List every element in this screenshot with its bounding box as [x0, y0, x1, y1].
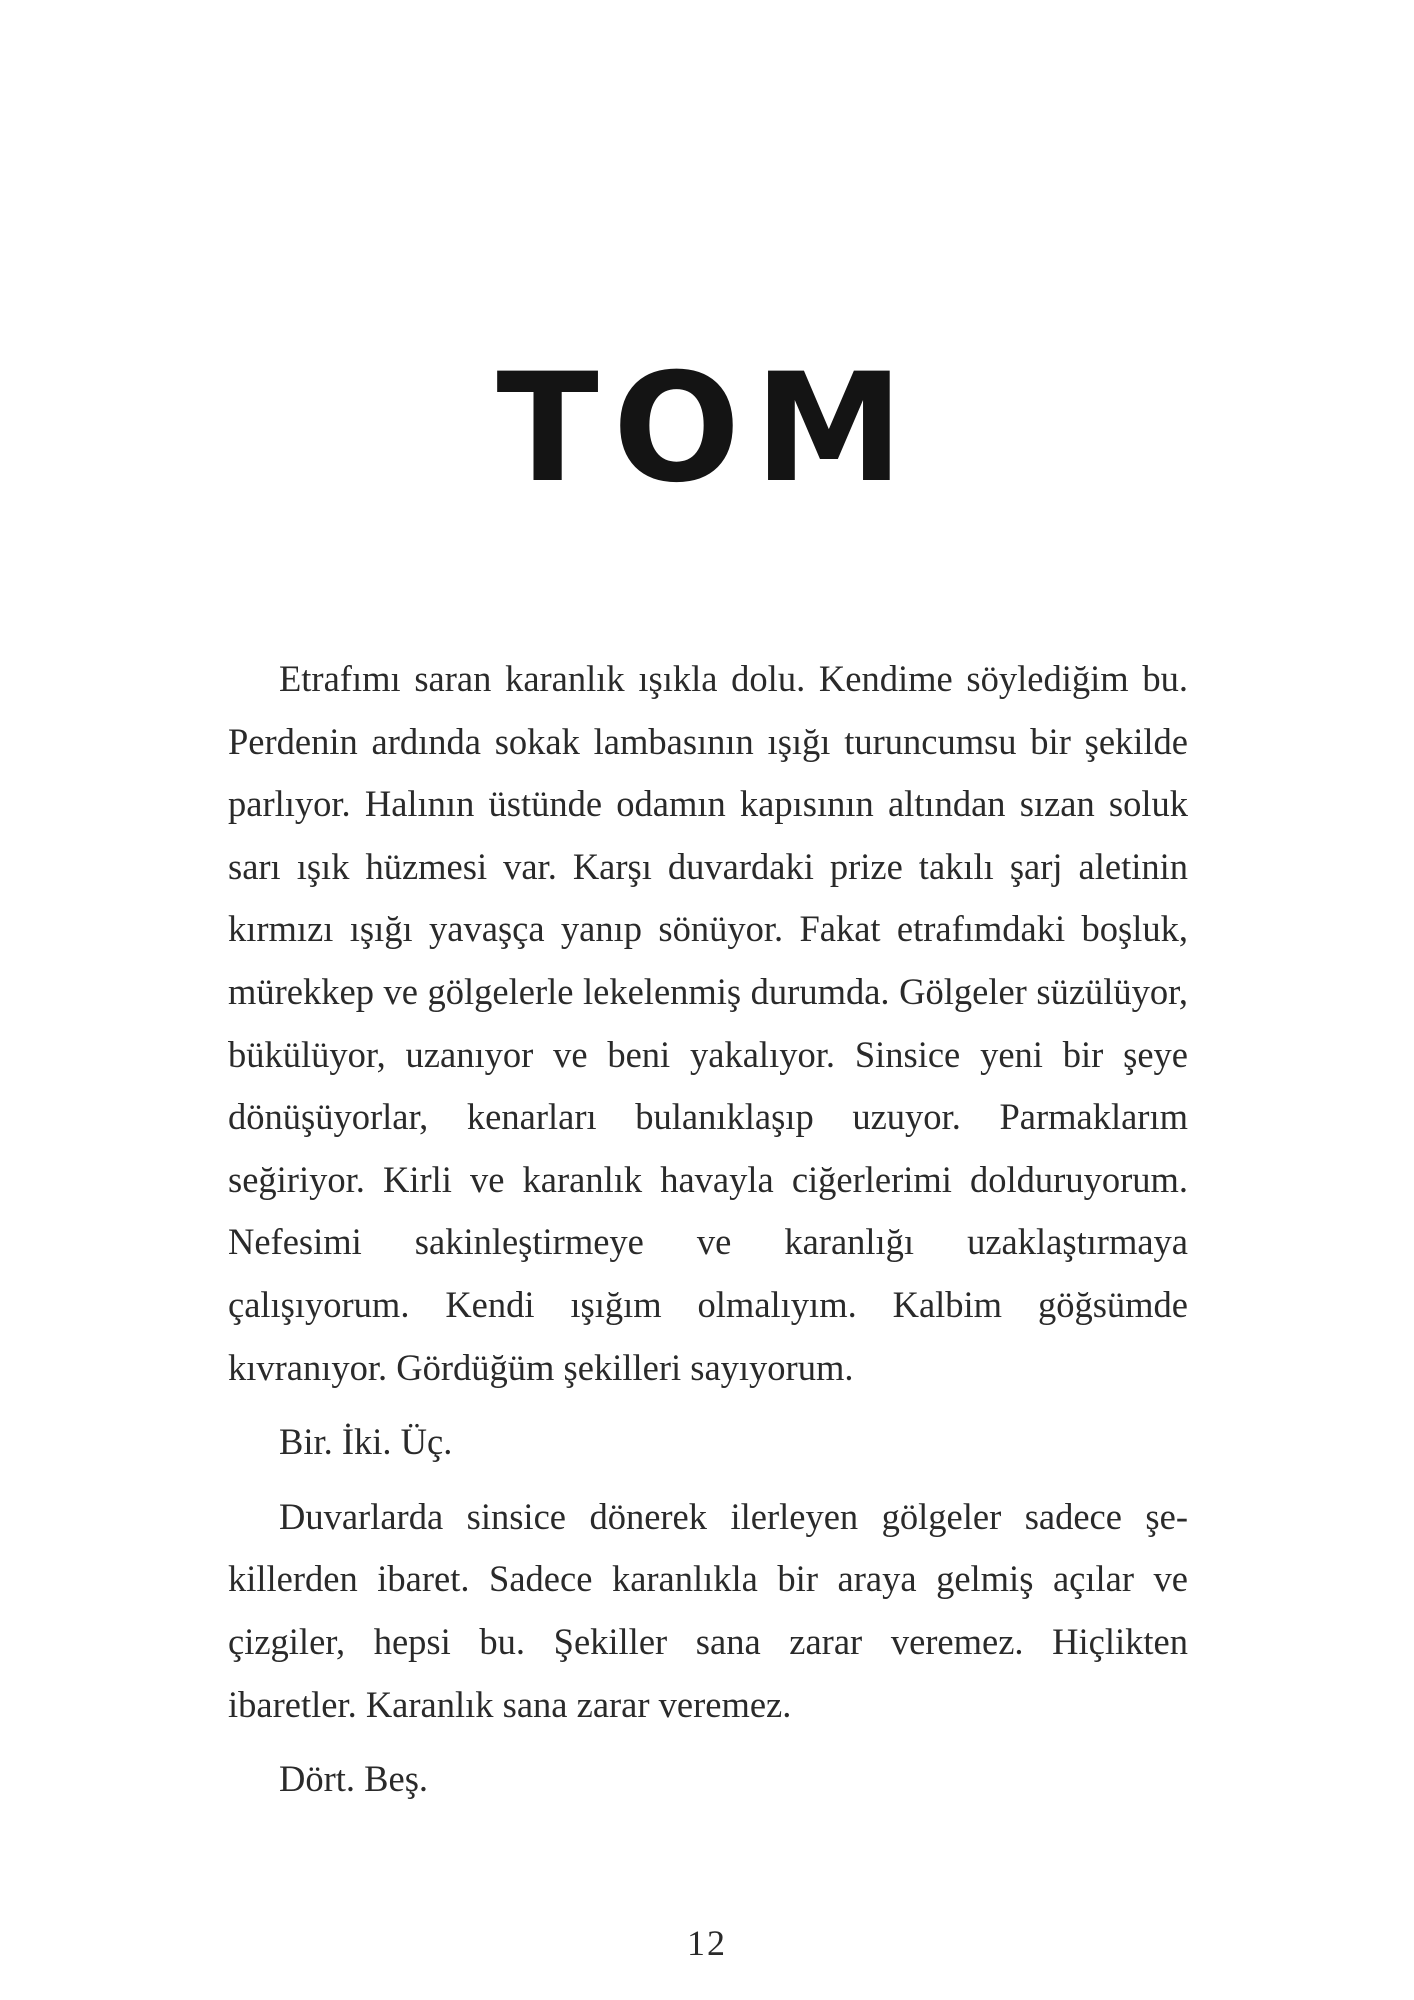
- chapter-title-lettering: [447, 330, 967, 530]
- chapter-title: [0, 330, 1414, 535]
- paragraph: Duvarlarda sinsice dönerek ilerleyen gölgeler sadece şekillerden ibaret. Sadece karanlıkla bir araya gelmiş açılar ve çizgiler, hepsi bu. Şekiller sana zarar veremez. Hiçlikten ibaretler. Karanlık sana zarar veremez.: [228, 1495, 1188, 1725]
- paragraph: Bir. İki. Üç.: [279, 1421, 453, 1463]
- page-number: 12: [687, 1923, 727, 1963]
- chapter-body: [228, 648, 1188, 1811]
- paragraph: Dört. Beş.: [279, 1758, 429, 1800]
- paragraph: Etrafımı saran karanlık ışıkla dolu. Kendime söylediğim bu. Perdenin ardında sokak lambasının ışığı turuncumsu bir şekilde parlıyor. Halının üstünde odamın kapısının altından sızan soluk sarı ışık hüzmesi var. Karşı duvardaki prize takılı şarj aletinin kırmızı ışığı yavaşça yanıp sönüyor. Fakat etrafımdaki boşluk, mürekkep ve gölgelerle lekelenmiş durumda. Gölgeler süzülüyor, bükülüyor, uzanıyor ve beni yakalıyor. Sinsice yeni bir şeye dönüşüyorlar, kenarları bulanıklaşıp uzuyor. Parmaklarım seğiriyor. Kirli ve karanlık havayla ciğerlerimi dolduruyorum. Nefesimi sakinleştirmeye ve karanlığı uzaklaştırmaya çalışıyorum. Kendi ışığım olmalıyım. Kalbim göğsümde kıvranıyor. Gördüğüm şekilleri sayıyorum.: [228, 658, 1188, 1388]
- chapter-title-text: TOM: [496, 342, 918, 516]
